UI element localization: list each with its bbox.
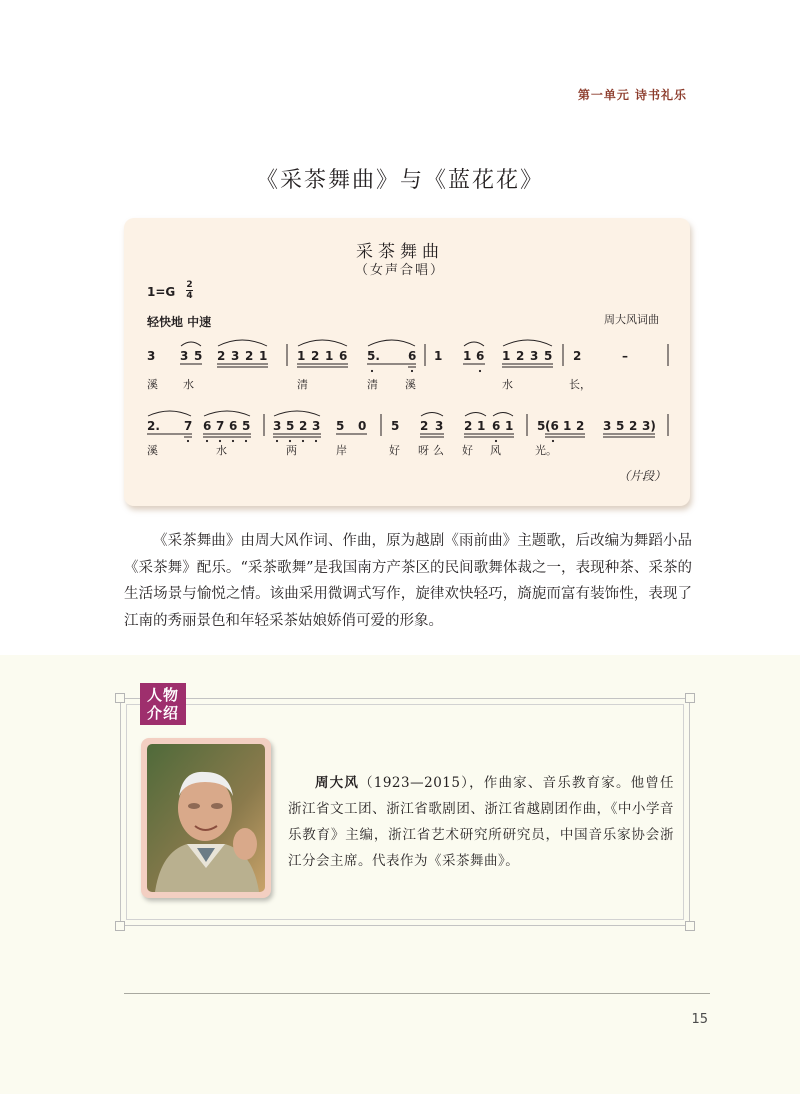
note: 7 [216, 419, 225, 433]
beam-group [147, 434, 655, 437]
slur-group [148, 411, 513, 416]
note: 1 [434, 349, 443, 363]
beam-group [180, 364, 553, 367]
note: 1 [463, 349, 472, 363]
note: 7 [184, 419, 193, 433]
body-paragraph [124, 528, 692, 634]
note: – [622, 349, 628, 363]
note: 5 [616, 419, 625, 433]
meter-bottom: 4 [186, 291, 193, 301]
composer-credit: 周大风词曲 [604, 313, 659, 326]
note: 5 [544, 349, 553, 363]
note: 5 [242, 419, 251, 433]
portrait-photo [141, 738, 271, 898]
frame-corner [115, 921, 125, 931]
portrait-image [147, 744, 265, 892]
key-signature: 1=G [147, 285, 176, 299]
portrait-illustration [147, 744, 265, 892]
note: 5 [391, 419, 400, 433]
lyric: 两 [286, 444, 297, 457]
note: 1 [502, 349, 511, 363]
lyric: 光。 [535, 444, 557, 457]
note: 1 [477, 419, 486, 433]
note: 3 [312, 419, 321, 433]
page-title: 《采茶舞曲》与《蓝花花》 [255, 168, 544, 193]
note: 2 [629, 419, 638, 433]
note: 2 [573, 349, 582, 363]
note: 2 [576, 419, 585, 433]
note: 1 [505, 419, 514, 433]
note: 3 [147, 349, 156, 363]
unit-header: 第一单元 诗书礼乐 [577, 88, 687, 102]
note: 5 [336, 419, 345, 433]
bio-description: （1923—2015），作曲家、音乐教育家。他曾任浙江省文工团、浙江省歌剧团、浙江省越剧团作曲，《中小学音乐教育》主编，浙江省艺术研究所研究员，中国音乐家协会浙江分会主席。代表作为《采茶舞曲》。 [288, 775, 674, 869]
octave-dots [371, 370, 481, 372]
note: 1 [325, 349, 334, 363]
lyric: 呀 [418, 444, 429, 457]
note: 5 [286, 419, 295, 433]
bio-badge [140, 683, 186, 725]
note: 2 [464, 419, 473, 433]
bio-text [288, 770, 674, 874]
note: 2 [245, 349, 254, 363]
note: 2 [299, 419, 308, 433]
note: 1 [259, 349, 268, 363]
note: 1 [297, 349, 306, 363]
lyric: 水 [502, 378, 513, 391]
lyric: 水 [183, 378, 194, 391]
note: 3 [603, 419, 612, 433]
lyric: 岸 [336, 444, 347, 457]
note: 3 [273, 419, 282, 433]
lyric: 风 [490, 444, 501, 457]
note: 2. [147, 419, 160, 433]
excerpt-label: （片段） [618, 469, 667, 483]
lyric: 溪 [405, 378, 416, 391]
note: 6 [203, 419, 212, 433]
note: (6 [545, 419, 559, 433]
note: 3) [642, 419, 656, 433]
lyric: 好 [462, 444, 473, 457]
frame-corner [685, 693, 695, 703]
note: 3 [180, 349, 189, 363]
tempo-marking: 轻快地 中速 [147, 315, 212, 329]
note: 5 [537, 419, 546, 433]
badge-line: 介绍 [146, 704, 179, 722]
lyric: 长， [569, 378, 591, 391]
note: 3 [435, 419, 444, 433]
slur-group [181, 340, 552, 346]
note: 2 [420, 419, 429, 433]
lyric: 清 [367, 378, 378, 391]
note: 6 [492, 419, 501, 433]
note: 5 [194, 349, 203, 363]
meter-top: 2 [186, 280, 193, 290]
note: 1 [563, 419, 572, 433]
score-title: 采茶舞曲 [356, 242, 444, 262]
lyric: 么 [433, 444, 444, 457]
note: 6 [408, 349, 417, 363]
page-number: 15 [691, 1012, 708, 1027]
note: 2 [311, 349, 320, 363]
note: 6 [476, 349, 485, 363]
octave-dots [187, 440, 554, 442]
note: 3 [530, 349, 539, 363]
lyric: 好 [389, 444, 400, 457]
lyric: 水 [216, 444, 227, 457]
note: 6 [229, 419, 238, 433]
score-subtitle: （女声合唱） [354, 263, 445, 278]
note: 5. [367, 349, 380, 363]
footer-divider [124, 993, 710, 994]
note: 2 [217, 349, 226, 363]
bio-name: 周大风 [315, 775, 360, 791]
badge-line: 人物 [146, 686, 179, 704]
body-paragraph-text: 《采茶舞曲》由周大风作词、作曲，原为越剧《雨前曲》主题歌，后改编为舞蹈小品《采茶舞》配乐。“采茶歌舞”是我国南方产茶区的民间歌舞体裁之一，表现种茶、采茶的生活场景与愉悦之情。该曲采用微调式写作，旋律欢快轻巧，旖旎而富有装饰性，表现了江南的秀丽景色和年轻采茶姑娘娇俏可爱的形象。 [124, 533, 692, 629]
note: 6 [339, 349, 348, 363]
note: 3 [231, 349, 240, 363]
lyric: 溪 [147, 444, 158, 457]
lyric: 清 [297, 378, 308, 391]
note: 2 [516, 349, 525, 363]
note: 0 [358, 419, 367, 433]
frame-corner [685, 921, 695, 931]
lyric: 溪 [147, 378, 158, 391]
frame-corner [115, 693, 125, 703]
